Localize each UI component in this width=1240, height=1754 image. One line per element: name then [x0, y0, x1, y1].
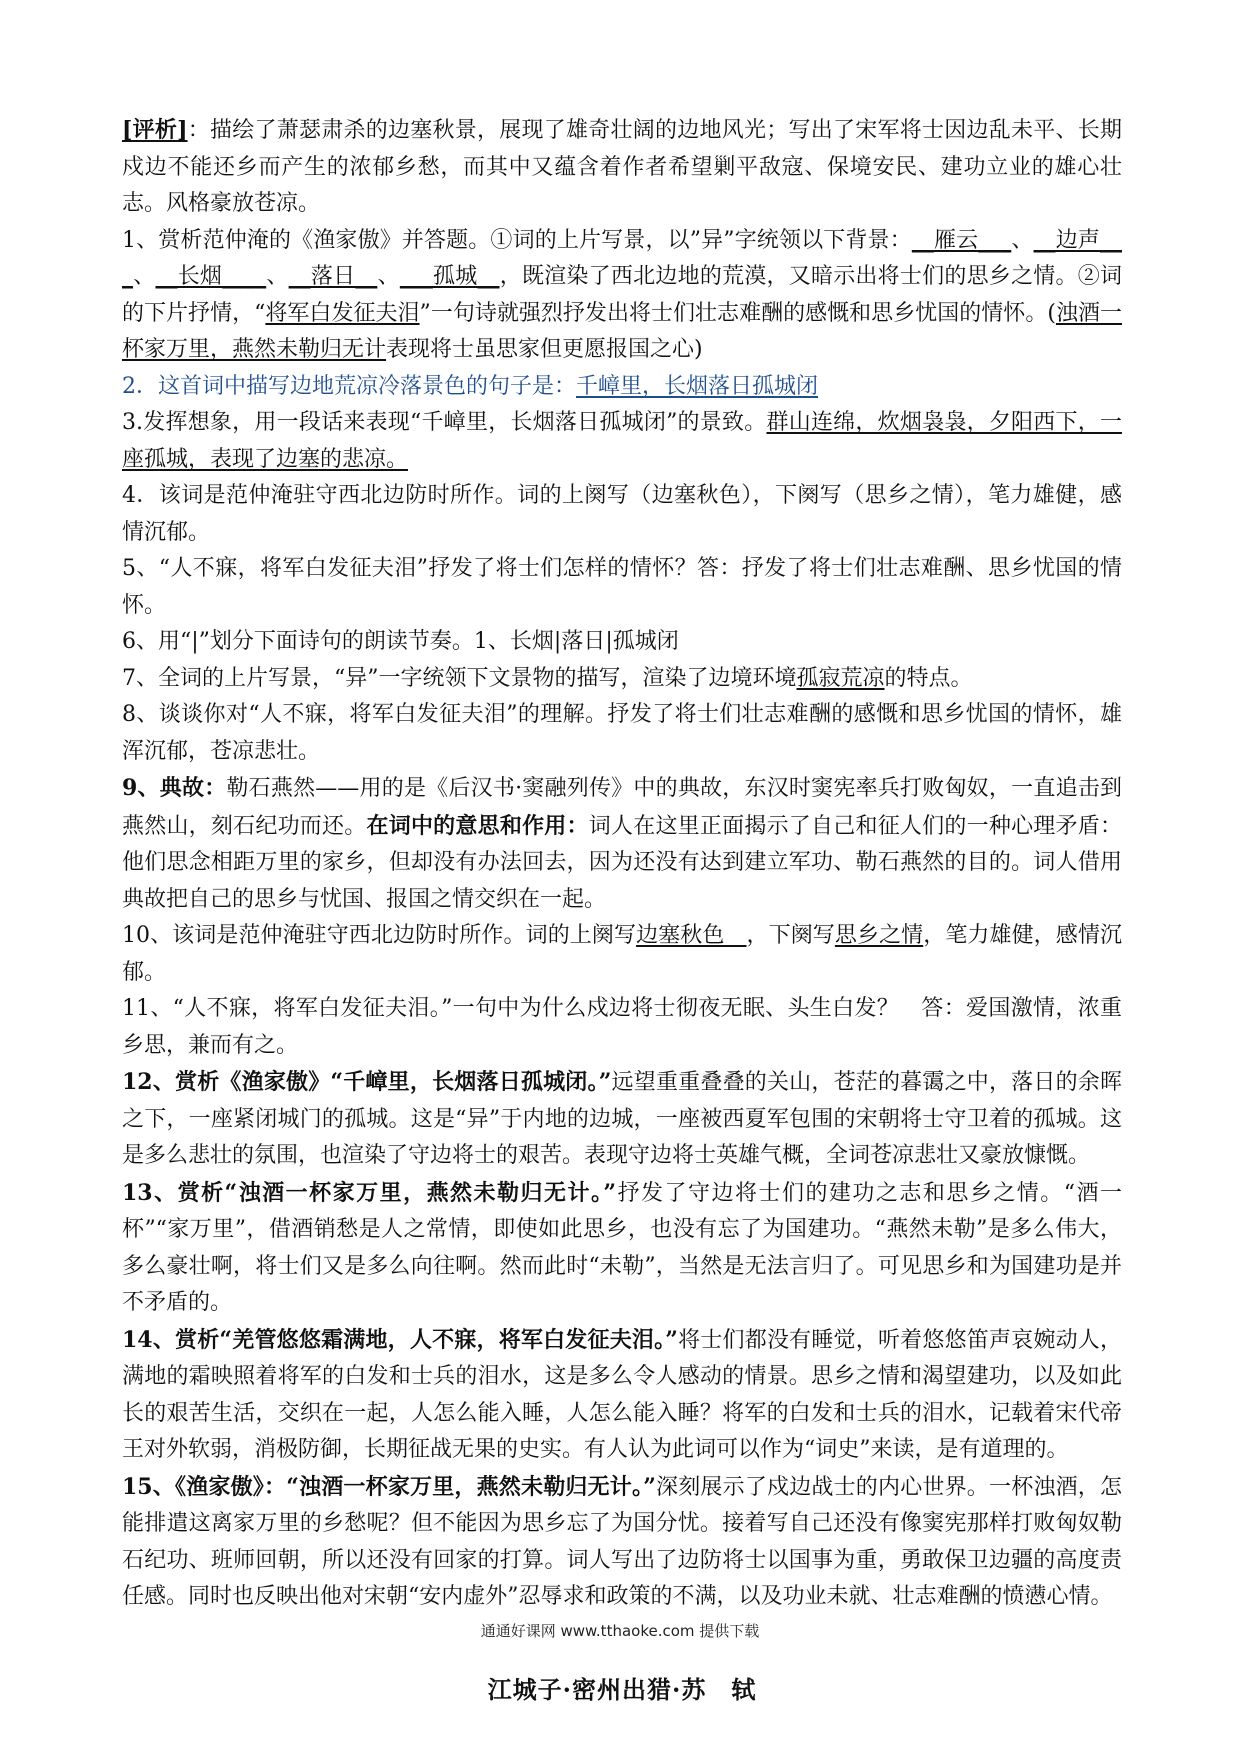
q1-sep-3: 、 [266, 264, 289, 289]
question-4: 4．该词是范仲淹驻守西北边防时所作。词的上阕写（边塞秋色），下阕写（思乡之情），笔力雄健，感情沉郁。 [122, 483, 1122, 545]
q12-text: 远望重重叠叠的关山，苍茫的暮霭之中，落日的余晖之下，一座紧闭城门的孤城。这是“异”于内地的边城，一座被西夏军包围的宋朝将士守卫着的孤城。这是多么悲壮的氛围，也渲染了守边将士的艰苦。表现守边将士英雄气概，全词苍凉悲壮又豪放慷慨。 [122, 1070, 1122, 1168]
question-14 [122, 1322, 1122, 1469]
document-body [122, 112, 1122, 1705]
q1-answer-1: __雁云___ [911, 227, 1012, 253]
question-10 [122, 918, 1122, 991]
q1-answer-2: __边声___ [122, 227, 1122, 289]
q7-answer: 孤寂荒凉 [796, 665, 885, 691]
q10-text-3: ，笔力雄健，感情沉郁。 [122, 923, 1122, 985]
q10-answer-1: 边塞秋色 [636, 923, 747, 948]
q10-text-1: 10、该词是范仲淹驻守西北边防时所作。词的上阕写 [122, 923, 637, 948]
question-11: 11、“人不寐，将军白发征夫泪。”一句中为什么戍边将士彻夜无眠、头生白发？ 答：爱国激情，浓重乡思，兼而有之。 [122, 996, 1122, 1058]
question-3 [122, 405, 1122, 478]
next-poem-title: 江城子·密州出猎·苏 轼 [487, 1674, 757, 1704]
question-9 [122, 770, 1122, 918]
question-7 [122, 661, 1122, 698]
q15-text: 深刻展示了戍边战士的内心世界。一杯浊酒，怎能排遣这离家万里的乡愁呢？但不能因为思乡忘了为国分忧。接着写自己还没有像窦宪那样打败匈奴勒石纪功、班师回朝，所以还没有回家的打算。词人写出了边防将士以国事为重，勇敢保卫边疆的高度责任感。同时也反映出他对宋朝“安内虚外”忍辱求和政策的不满，以及功业未就、壮志难酬的愤懑心情。 [122, 1474, 1122, 1609]
q9-label: 9、典故： [122, 775, 227, 801]
question-2 [122, 369, 1122, 406]
q3-answer: 群山连绵，炊烟袅袅，夕阳西下，一座孤城，表现了边塞的悲凉。 [122, 410, 1122, 472]
commentary-label: [评析] [122, 117, 188, 143]
question-1 [122, 223, 1122, 369]
q13-text: 抒发了守边将士们的建功之志和思乡之情。“酒一杯”“家万里”，借酒销愁是人之常情，即使如此思乡，也没有忘了为国建功。“燕然未勒”是多么伟大，多么豪壮啊，将士们又是多么向往啊。然而此时“未勒”，当然是无法言归了。可见思乡和为国建功是并不矛盾的。 [122, 1180, 1122, 1315]
q1-answer-4: __落日__ [288, 264, 378, 289]
question-6: 6、用“|”划分下面诗句的朗读节奏。1、长烟|落日|孤城闭 [122, 629, 679, 654]
question-12 [122, 1064, 1122, 1175]
q10-text-2: ，下阕写 [746, 923, 835, 948]
q10-answer-2: 思乡之情 [834, 923, 924, 948]
q1-sep-1: 、 [1011, 227, 1034, 253]
q1-sep-4: 、 [377, 264, 400, 289]
q1-answer-6: 将军白发征夫泪 [265, 300, 420, 326]
q12-label: 12、赏析《渔家傲》“千嶂里，长烟落日孤城闭。” [122, 1069, 612, 1095]
q1-text-2: ，既渲染了西北边地的荒漠，又暗示出将士们的思乡之情。②词的下片抒情，“ [122, 264, 1122, 326]
q1-text-1: 1、赏析范仲淹的《渔家傲》并答题。①词的上片写景，以”异”字统领以下背景： [122, 227, 912, 253]
q1-text-3: ”一句诗就强烈抒发出将士们壮志难酬的感慨和思乡忧国的情怀。( [419, 300, 1056, 326]
q14-label: 14、赏析“羌管悠悠霜满地，人不寐，将军白发征夫泪。” [122, 1326, 678, 1353]
question-5: 5、“人不寐，将军白发征夫泪”抒发了将士们怎样的情怀？答：抒发了将士们壮志难酬、思乡忧国的情怀。 [122, 556, 1122, 618]
q9-label-2: 在词中的意思和作用： [366, 812, 589, 839]
q1-answer-7: 浊酒一杯家万里，燕然未勒归无计 [122, 300, 1122, 362]
commentary-text: ：描绘了萧瑟肃杀的边塞秋景，展现了雄奇壮阔的边地风光；写出了宋军将士因边乱未平、长期戍边不能还乡而产生的浓郁乡愁，而其中又蕴含着作者希望剿平敌寇、保境安民、建功立业的雄心壮志。风格豪放苍凉。 [122, 118, 1122, 216]
q14-text: 将士们都没有睡觉，听着悠悠笛声哀婉动人，满地的霜映照着将军的白发和士兵的泪水，这是多么令人感动的情景。思乡之情和渴望建功，以及如此长的艰苦生活，交织在一起，人怎么能入睡，人怎么能入睡？将军的白发和士兵的泪水，记载着宋代帝王对外软弱，消极防御，长期征战无果的史实。有人认为此词可以作为“词史”来读，是有道理的。 [122, 1327, 1122, 1462]
q2-answer: 千嶂里，长烟落日孤城闭 [576, 373, 819, 399]
q9-text-1: 勒石燕然——用的是《后汉书·窦融列传》中的典故，东汉时窦宪率兵打败匈奴，一直追击到燕然山，刻石纪功而还。 [122, 776, 1123, 839]
q7-text: 7、全词的上片写景，“异”一字统领下文景物的描写，渲染了边境环境 [122, 665, 797, 691]
question-15 [122, 1469, 1122, 1616]
q3-text: 3.发挥想象，用一段话来表现“千嶂里，长烟落日孤城闭”的景致。 [122, 410, 767, 435]
q9-text-2: 词人在这里正面揭示了自己和征人们的一种心理矛盾：他们思念相距万里的家乡，但却没有办法回去，因为还没有达到建立军功、勒石燕然的目的。词人借用典故把自己的思乡与忧国、报国之情交织在一起。 [122, 813, 1122, 912]
q15-label: 15、《渔家傲》：“浊酒一杯家万里，燕然未勒归无计。” [122, 1473, 656, 1500]
q1-sep-2: 、 [133, 264, 156, 289]
q1-answer-5: ___孤城__ [399, 264, 500, 289]
question-13 [122, 1175, 1122, 1322]
question-8: 8、谈谈你对“人不寐，将军白发征夫泪”的理解。抒发了将士们壮志难酬的感慨和思乡忧国的情怀，雄浑沉郁，苍凉悲壮。 [122, 702, 1122, 764]
q1-answer-3: __长烟____ [155, 264, 267, 289]
page-footer: 通通好课网 www.tthaoke.com 提供下载 [480, 1622, 760, 1640]
commentary-paragraph [122, 112, 1122, 223]
q13-label: 13、赏析“浊酒一杯家万里，燕然未勒归无计。” [122, 1179, 617, 1206]
q7-end: 的特点。 [884, 665, 973, 691]
q2-text: 2．这首词中描写边地荒凉冷落景色的句子是： [122, 373, 576, 399]
q1-text-4: 表现将士虽思家但更愿报国之心) [386, 337, 703, 362]
